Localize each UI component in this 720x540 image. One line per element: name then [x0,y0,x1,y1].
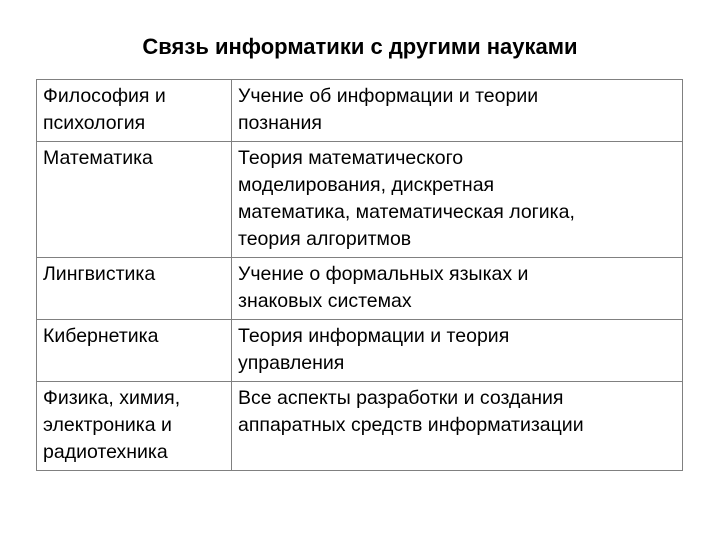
science-cell: Кибернетика [37,320,232,382]
science-cell: Лингвистика [37,258,232,320]
relations-table [36,79,683,471]
relation-cell: Теория информации и теория управления [232,320,683,382]
table-row [37,320,683,382]
relation-cell: Учение об информации и теории познания [232,80,683,142]
page-title: Связь информатики с другими науками [142,34,578,59]
science-cell: Философия и психология [37,80,232,142]
relation-cell: Учение о формальных языках и знаковых системах [232,258,683,320]
science-cell: Физика, химия, электроника и радиотехника [37,382,232,471]
table-row [37,142,683,258]
relation-cell: Все аспекты разработки и создания аппаратных средств информатизации [232,382,683,471]
table-row [37,258,683,320]
table-row [37,382,683,471]
table-row [37,80,683,142]
science-cell: Математика [37,142,232,258]
relation-cell: Теория математического моделирования, дискретная математика, математическая логика, теория алгоритмов [232,142,683,258]
